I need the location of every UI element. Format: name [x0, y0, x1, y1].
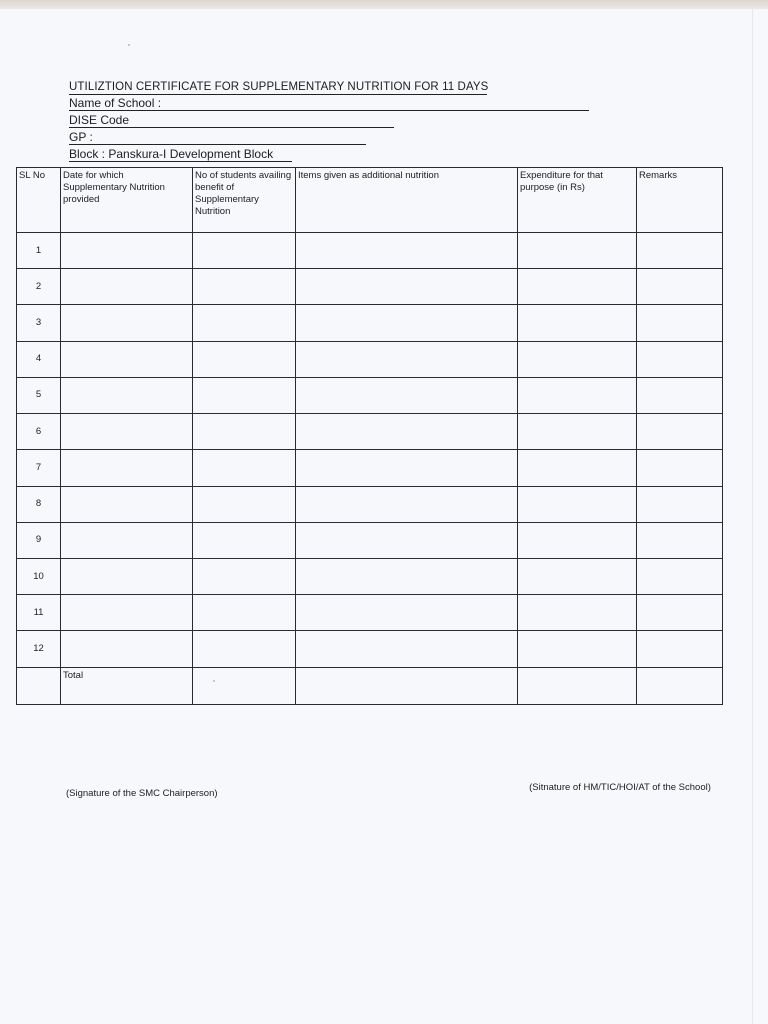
students-cell — [193, 269, 296, 305]
scan-top-strip — [0, 0, 768, 9]
header-sl-no: SL No — [17, 168, 61, 233]
row-number: 1 — [17, 233, 61, 269]
total-students-cell — [193, 667, 296, 704]
date-cell — [61, 341, 193, 377]
remarks-cell — [637, 631, 723, 667]
items-cell — [296, 522, 518, 558]
nutrition-table — [16, 167, 723, 705]
date-cell — [61, 522, 193, 558]
students-cell — [193, 450, 296, 486]
expenditure-cell — [518, 233, 637, 269]
students-cell — [193, 558, 296, 594]
total-label: Total — [61, 667, 193, 704]
page-edge — [752, 9, 753, 1024]
table-row — [17, 450, 723, 486]
gp-underline — [69, 144, 366, 145]
certificate-title: UTILIZTION CERTIFICATE FOR SUPPLEMENTARY NUTRITION FOR 11 DAYS — [69, 81, 489, 93]
date-cell — [61, 631, 193, 667]
row-number: 8 — [17, 486, 61, 522]
expenditure-cell — [518, 631, 637, 667]
items-cell — [296, 233, 518, 269]
table-row — [17, 305, 723, 341]
table-row — [17, 486, 723, 522]
date-cell — [61, 414, 193, 450]
students-cell — [193, 631, 296, 667]
table-row — [17, 269, 723, 305]
items-cell — [296, 631, 518, 667]
date-cell — [61, 558, 193, 594]
table-row — [17, 377, 723, 413]
row-number: 7 — [17, 450, 61, 486]
block-field — [69, 147, 273, 161]
gp-label: GP : — [69, 130, 93, 144]
expenditure-cell — [518, 414, 637, 450]
table-header-row — [17, 168, 723, 233]
expenditure-cell — [518, 522, 637, 558]
header-expenditure: Expenditure for that purpose (in Rs) — [518, 168, 637, 233]
total-expenditure-cell — [518, 667, 637, 704]
date-cell — [61, 305, 193, 341]
row-number: 2 — [17, 269, 61, 305]
table-row — [17, 595, 723, 631]
remarks-cell — [637, 305, 723, 341]
table-row — [17, 341, 723, 377]
items-cell — [296, 377, 518, 413]
total-items-cell — [296, 667, 518, 704]
hm-signature-label: (Sitnature of HM/TIC/HOI/AT of the School) — [529, 782, 711, 793]
date-cell — [61, 595, 193, 631]
expenditure-cell — [518, 558, 637, 594]
expenditure-cell — [518, 377, 637, 413]
remarks-cell — [637, 486, 723, 522]
expenditure-cell — [518, 486, 637, 522]
remarks-cell — [637, 341, 723, 377]
total-row — [17, 667, 723, 704]
table-row — [17, 631, 723, 667]
date-cell — [61, 377, 193, 413]
remarks-cell — [637, 558, 723, 594]
remarks-cell — [637, 522, 723, 558]
expenditure-cell — [518, 305, 637, 341]
table-row — [17, 233, 723, 269]
table-row — [17, 414, 723, 450]
items-cell — [296, 269, 518, 305]
header-students: No of students availing benefit of Supplementary Nutrition — [193, 168, 296, 233]
gp-field — [69, 130, 93, 144]
block-underline — [69, 161, 292, 162]
smc-chairperson-signature-label: (Signature of the SMC Chairperson) — [66, 788, 218, 799]
header-date: Date for which Supplementary Nutrition provided — [61, 168, 193, 233]
expenditure-cell — [518, 450, 637, 486]
remarks-cell — [637, 414, 723, 450]
students-cell — [193, 486, 296, 522]
row-number: 9 — [17, 522, 61, 558]
students-cell — [193, 377, 296, 413]
items-cell — [296, 558, 518, 594]
items-cell — [296, 486, 518, 522]
scan-speck — [213, 680, 215, 682]
school-name-label: Name of School : — [69, 96, 162, 110]
dise-code-field — [69, 113, 129, 127]
remarks-cell — [637, 450, 723, 486]
row-number: 10 — [17, 558, 61, 594]
items-cell — [296, 450, 518, 486]
items-cell — [296, 341, 518, 377]
row-number: 12 — [17, 631, 61, 667]
total-sl-cell — [17, 667, 61, 704]
students-cell — [193, 522, 296, 558]
expenditure-cell — [518, 341, 637, 377]
remarks-cell — [637, 233, 723, 269]
students-cell — [193, 414, 296, 450]
school-name-field — [69, 96, 161, 110]
items-cell — [296, 595, 518, 631]
students-cell — [193, 233, 296, 269]
dise-code-label: DISE Code — [69, 113, 130, 127]
dise-code-underline — [69, 127, 394, 128]
date-cell — [61, 486, 193, 522]
remarks-cell — [637, 269, 723, 305]
students-cell — [193, 341, 296, 377]
date-cell — [61, 233, 193, 269]
items-cell — [296, 414, 518, 450]
expenditure-cell — [518, 269, 637, 305]
total-remarks-cell — [637, 667, 723, 704]
items-cell — [296, 305, 518, 341]
students-cell — [193, 595, 296, 631]
date-cell — [61, 450, 193, 486]
date-cell — [61, 269, 193, 305]
row-number: 3 — [17, 305, 61, 341]
row-number: 4 — [17, 341, 61, 377]
header-remarks: Remarks — [637, 168, 723, 233]
scan-speck — [128, 44, 130, 46]
block-label: Block : Panskura-I Development Block — [69, 147, 274, 161]
students-cell — [193, 305, 296, 341]
row-number: 11 — [17, 595, 61, 631]
header-items: Items given as additional nutrition — [296, 168, 518, 233]
expenditure-cell — [518, 595, 637, 631]
remarks-cell — [637, 595, 723, 631]
table-row — [17, 522, 723, 558]
table-row — [17, 558, 723, 594]
row-number: 5 — [17, 377, 61, 413]
row-number: 6 — [17, 414, 61, 450]
remarks-cell — [637, 377, 723, 413]
school-name-underline — [69, 110, 589, 111]
